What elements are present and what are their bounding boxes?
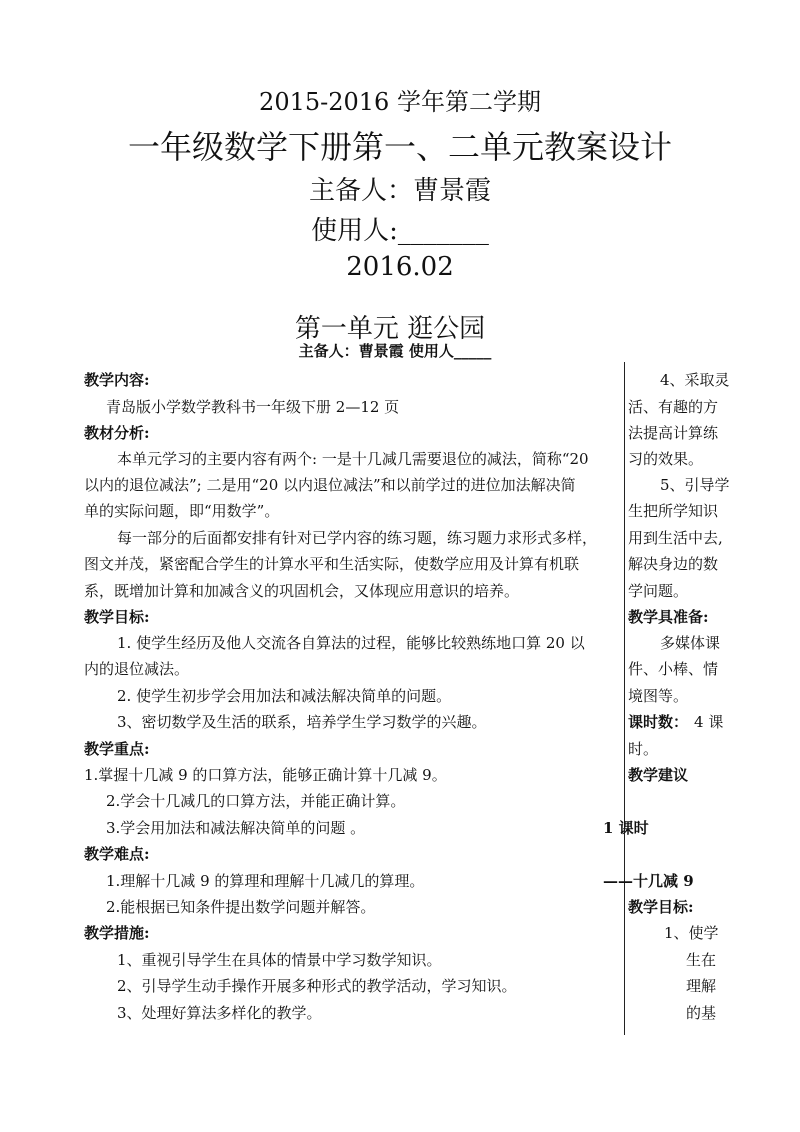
goal-line: 1. 使学生经历及他人交流各自算法的过程，能够比较熟练地口算 20 以 [117,634,585,652]
analysis-line: 以内的退位减法”; 二是用“20 以内退位减法”和以前学过的进位加法解决简 [84,476,576,494]
prep-line: 件、小棒、情 [628,660,719,678]
difficulty-line: 1.理解十几减 9 的算理和理解十几减几的算理。 [106,872,425,890]
unit-title: 第一单元 逛公园 [294,314,486,344]
lesson-goals-heading: 教学目标: [628,898,694,916]
lesson-goal-line: 1、使学 [664,924,719,942]
right-line: 5、引导学 [660,476,730,494]
analysis-heading: 教材分析: [84,424,150,442]
analysis-line: 系，既增加计算和加减含义的巩固机会，又体现应用意识的培养。 [84,582,520,600]
analysis-line: 图文并茂，紧密配合学生的计算水平和生活实际，使数学应用及计算有机联 [84,555,580,573]
goal-line: 2. 使学生初步学会用加法和减法解决简单的问题。 [117,687,452,705]
lesson-goal-line: 的基 [686,1004,717,1022]
content-text: 青岛版小学数学教科书一年级下册 2—12 页 [106,398,400,416]
difficulty-heading: 教学难点: [84,845,150,863]
measure-line: 2、引导学生动手操作开展多种形式的教学活动，学习知识。 [117,977,517,995]
advice-heading: 教学建议 [628,766,689,784]
right-line: 习的效果。 [628,450,704,468]
lesson-title: ——十几减 9 [603,872,694,890]
right-line: 生把所学知识 [628,502,719,520]
user-line: 使用人:_______ [311,216,489,246]
measure-line: 3、处理好算法多样化的教学。 [117,1004,322,1022]
right-line: 解决身边的数 [628,555,719,573]
right-line: 4、采取灵 [660,371,730,389]
difficulty-line: 2.能根据已知条件提出数学问题并解答。 [106,898,376,916]
key-line: 2.学会十几减几的口算方法，并能正确计算。 [106,792,406,810]
measure-line: 1、重视引导学生在具体的情景中学习数学知识。 [117,951,442,969]
analysis-line: 每一部分的后面都安排有针对已学内容的练习题，练习题力求形式多样， [117,529,598,547]
key-line: 1.掌握十几减 9 的口算方法，能够正确计算十几减 9。 [84,766,447,784]
unit-byline: 主备人：曹景霞 使用人_____ [298,342,492,360]
prep-line: 境图等。 [628,687,689,705]
analysis-line: 本单元学习的主要内容有两个: 一是十几减几需要退位的减法，简称“20 [117,450,589,468]
lesson-count: 1 课时 [603,819,649,837]
hours-value: 4 课 [694,713,724,731]
lesson-goal-line: 生在 [686,951,717,969]
right-line: 学问题。 [628,582,689,600]
right-line: 用到生活中去, [628,529,723,547]
hours-tail: 时。 [628,740,659,758]
goal-line: 3、密切数学及生活的联系，培养学生学习数学的兴趣。 [117,713,487,731]
hours-label: 课时数： [628,713,689,731]
document-title: 一年级数学下册第一、二单元教案设计 [127,128,672,166]
right-line: 活、有趣的方 [628,398,719,416]
prep-line: 多媒体课 [660,634,721,652]
content-heading: 教学内容: [84,371,150,389]
column-divider [624,362,625,1035]
date-line: 2016.02 [346,252,454,282]
goals-heading: 教学目标: [84,608,150,626]
goal-line: 内的退位减法。 [84,660,190,678]
right-line: 法提高计算练 [628,424,719,442]
lesson-goal-line: 理解 [686,977,717,995]
term-heading: 2015-2016 学年第二学期 [259,88,541,116]
key-line: 3.学会用加法和减法解决简单的问题 。 [106,819,366,837]
key-heading: 教学重点: [84,740,150,758]
author-line: 主备人：曹景霞 [308,176,491,206]
prep-heading: 教学具准备: [628,608,709,626]
measures-heading: 教学措施: [84,924,150,942]
analysis-line: 单的实际问题，即“用数学”。 [84,502,280,520]
